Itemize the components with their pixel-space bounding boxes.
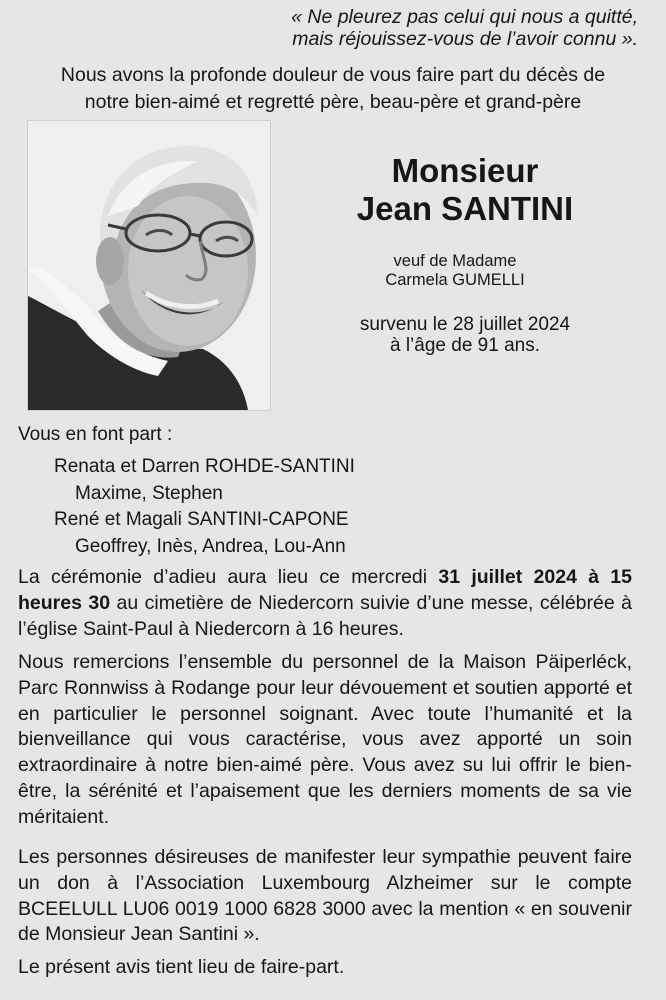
family-member: Maxime, Stephen bbox=[75, 482, 223, 504]
family-list bbox=[54, 454, 355, 560]
family-member: René et Magali SANTINI-CAPONE bbox=[54, 509, 349, 530]
epigraph-line-1: « Ne pleurez pas celui qui nous a quitté, bbox=[291, 6, 638, 28]
announcement-intro bbox=[10, 62, 656, 116]
widow-of bbox=[330, 252, 580, 290]
thanks-paragraph: Nous remercions l’ensemble du personnel de la Maison Päiperléck, Parc Ronnwiss à Rodange pour leur dévouement et soutien apporté et en particulier le personnel soignant. Avec toute l’humanité et la bienveillance qui vous caractérise, vous avez apporté un soin extraordinaire à notre bien-aimé père. Vous avez su lui offrir le bien-être, la sérénité et l’apaisement que les derniers moments de sa vie méritaient. bbox=[18, 651, 632, 828]
death-age: à l’âge de 91 ans. bbox=[389, 335, 540, 356]
donation-paragraph: Les personnes désireuses de manifester leur sympathie peuvent faire un don à l’Association Luxembourg Alzheimer sur le compte BCEELULL LU06 0019 1000 6828 3000 avec la mention « en souvenir de Monsieur Jean Santini ». bbox=[18, 846, 632, 946]
epigraph-quote bbox=[291, 6, 638, 50]
honorific: Monsieur bbox=[391, 152, 539, 189]
intro-line-1: Nous avons la profonde douleur de vous faire part du décès de bbox=[60, 64, 606, 86]
death-details bbox=[300, 314, 630, 356]
closing-line: Le présent avis tient lieu de faire-part. bbox=[18, 956, 345, 978]
portrait-photo bbox=[27, 120, 271, 411]
ceremony-paragraph bbox=[18, 565, 632, 642]
ceremony-date-time: 31 juillet 2024 à 15 heures 30 bbox=[18, 566, 632, 614]
ceremony-text-after: au cimetière de Niedercorn suivie d’une messe, célébrée à l’église Saint-Paul à Niedercorn à 16 heures. bbox=[18, 591, 633, 640]
deceased-name: Jean SANTINI bbox=[356, 190, 574, 227]
family-member: Renata et Darren ROHDE-SANTINI bbox=[54, 456, 355, 477]
intro-line-2: notre bien-aimé et regretté père, beau-père et grand-père bbox=[84, 91, 582, 113]
widow-line-1: veuf de Madame bbox=[393, 252, 517, 270]
family-member: Geoffrey, Inès, Andrea, Lou-Ann bbox=[75, 535, 346, 557]
widow-line-2: Carmela GUMELLI bbox=[385, 271, 525, 289]
deceased-name-block bbox=[300, 152, 630, 228]
family-intro: Vous en font part : bbox=[18, 424, 173, 445]
epigraph-line-2: mais réjouissez-vous de l’avoir connu ». bbox=[292, 28, 638, 50]
death-date: survenu le 28 juillet 2024 bbox=[359, 314, 571, 335]
ceremony-text-before: La cérémonie d’adieu aura lieu ce mercredi bbox=[18, 566, 439, 588]
